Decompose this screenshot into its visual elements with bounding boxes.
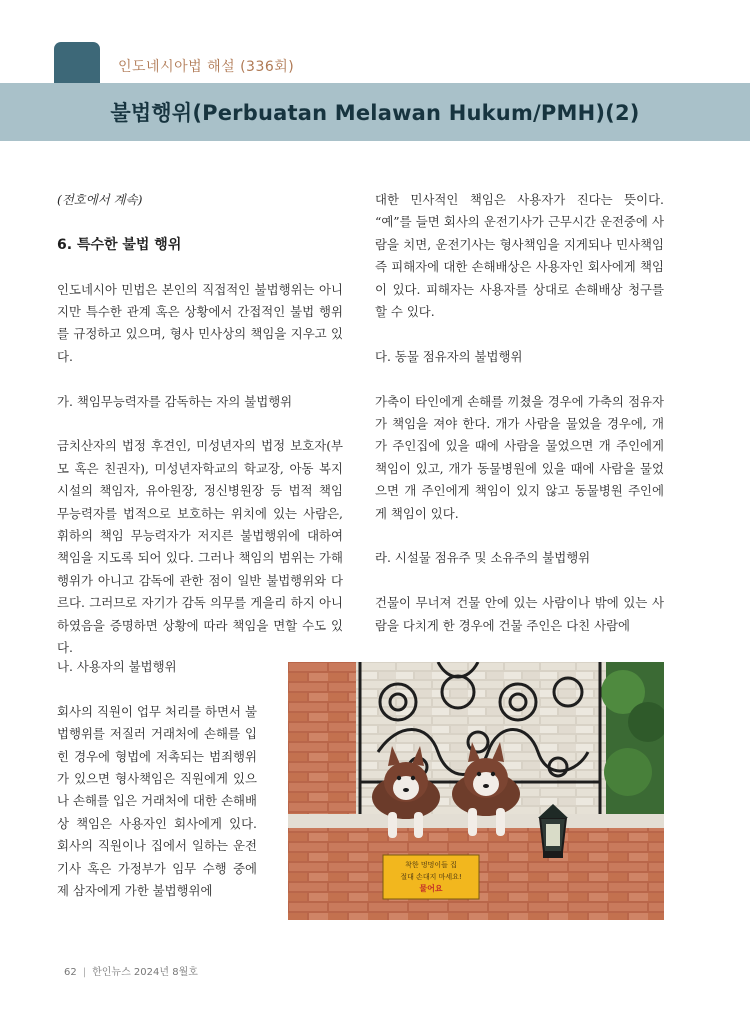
intro-paragraph: 인도네시아 민법은 본인의 직접적인 불법행위는 아니지만 특수한 관계 혹은 상황에서 간접적인 불법 행위를 규정하고 있으며, 형사 민사상의 책임을 지우고 있다.	[57, 281, 343, 364]
subheading-c: 다. 동물 점유자의 불법행위	[375, 348, 523, 364]
left-narrow-column	[57, 656, 257, 902]
left-column	[57, 189, 343, 659]
subheading-d: 라. 시설물 점유주 및 소유주의 불법행위	[375, 550, 591, 566]
section-heading: 6. 특수한 불법 행위	[57, 236, 182, 253]
subheading-a: 가. 책임무능력자를 감독하는 자의 불법행위	[57, 393, 293, 409]
warning-sign	[383, 855, 479, 899]
publication-name: 한인뉴스 2024년 8월호	[92, 967, 198, 978]
sign-line-2: 절대 손대지 마세요!	[400, 873, 462, 881]
series-label: 인도네시아법 해설 (336회)	[118, 59, 295, 75]
page-footer: 62 | 한인뉴스 2024년 8월호	[64, 967, 198, 978]
paragraph-continued: 대한 민사적인 책임은 사용자가 진다는 뜻이다. “예”를 들면 회사의 운전기사가 근무시간 운전중에 사람을 치면, 운전기사는 형사책임을 지게되나 민사책임 즉 피해자에 대한 손해배상은 사용자인 회사에게 책임이 있다. 피해자는 사용자를 상대로 손해배상 청구를 할 수 있다.	[375, 192, 664, 320]
continued-note: (전호에서 계속)	[57, 192, 143, 207]
subheading-b: 나. 사용자의 불법행위	[57, 659, 177, 674]
paragraph-a: 금치산자의 법정 후견인, 미성년자의 법정 보호자(부모 혹은 친권자), 미성년자학교의 학교장, 아동 복지 시설의 책임자, 유아원장, 정신병원장 등 법적 책임 무능력자를 법적으로 보호하는 위치에 있는 사람은, 휘하의 책임 무능력자가 저지른 불법행위에 대하여 책임을 지도록 되어 있다. 그러나 책임의 범위는 가해 행위가 아니고 감독에 관한 점이 일반 불법행위와 다르다. 그러므로 자기가 감독 의무를 게을리 하지 아니하였음을 증명하면 상황에 따라 책임을 면할 수도 있다.	[57, 438, 343, 656]
title-bar	[0, 83, 750, 141]
paragraph-b: 회사의 직원이 업무 처리를 하면서 불법행위를 저질러 거래처에 손해를 입힌 경우에 형법에 저촉되는 범죄행위가 있으면 형사책임은 직원에게 있으나 손해를 입은 거래처에 대한 손해배상 책임은 사용자인 회사에게 있다. 회사의 직원이나 집에서 일하는 운전기사 혹은 가정부가 임무 수행 중에 제 삼자에게 가한 불법행위에	[57, 703, 257, 899]
article-title: 불법행위(Perbuatan Melawan Hukum/PMH)(2)	[110, 101, 640, 125]
page-number: 62	[64, 967, 77, 978]
paragraph-d: 건물이 무너져 건물 안에 있는 사람이나 밖에 있는 사람을 다치게 한 경우에 건물 주인은 다친 사람에	[375, 595, 664, 633]
dogs-photo	[288, 662, 664, 920]
right-column	[375, 189, 664, 637]
paragraph-c: 가축이 타인에게 손해를 끼쳤을 경우에 가축의 점유자가 책임을 져야 한다. 개가 사람을 물었을 경우에, 개가 주인집에 있을 때에 사람을 물었으면 개 주인에게 책임이 있고, 개가 동물병원에 있을 때에 사람을 물었으면 개 주인에게 책임이 있지 않고 동물병원 주인에게 책임이 있다.	[375, 393, 664, 521]
sign-line-1: 착한 멍멍이들 집	[405, 861, 457, 869]
sign-line-3: 물어요	[419, 884, 443, 893]
